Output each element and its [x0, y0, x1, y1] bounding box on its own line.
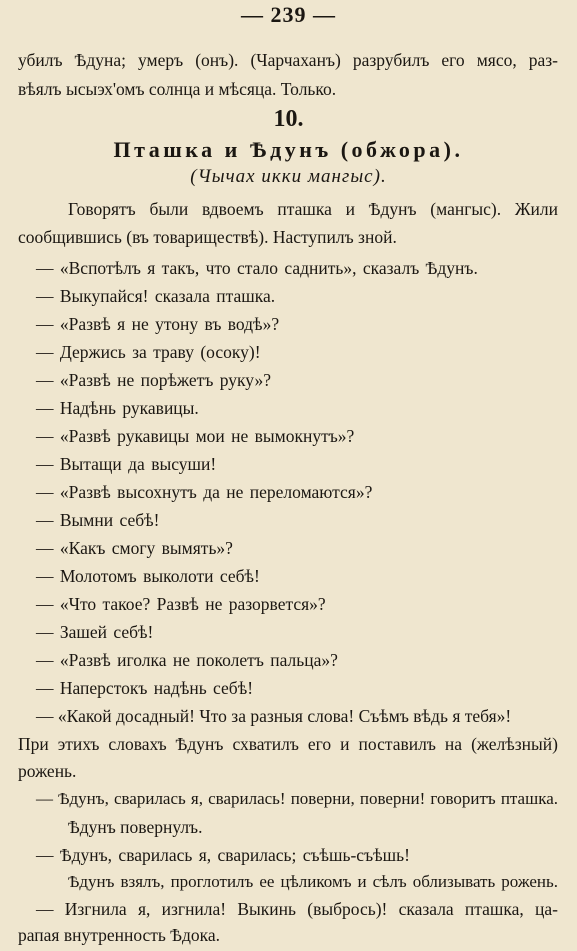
dialog-line: — Вытащи да высуши! — [36, 454, 217, 474]
text-line-2: вѣялъ ысыэх'омъ солнца и мѣсяца. Только. — [18, 79, 337, 99]
dialog-line: — «Развѣ не порѣжетъ руку»? — [36, 370, 271, 390]
dialog-line: — Держись за траву (осоку)! — [36, 342, 261, 362]
narration-line: При этихъ словахъ Ѣдунъ схватилъ его и поставилъ на (желѣзный) — [18, 734, 558, 754]
narration-line: рапая внутренность Ѣдока. — [18, 925, 221, 945]
dialog-line: — Вымни себѣ! — [36, 510, 160, 530]
story-number: 10. — [273, 106, 304, 132]
dialog-line: — Ѣдунъ, сварилась я, сварилась; съѣшь-съѣшь! — [36, 845, 410, 865]
narration-line: Ѣдунъ взялъ, проглотилъ ее цѣликомъ и сѣлъ облизывать рожень. — [68, 872, 558, 891]
paragraph-line-2: сообщившись (въ товариществѣ). Наступилъ зной. — [18, 227, 397, 247]
dialog-line: — Ѣдунъ, сварилась я, сварилась! поверни, поверни! говоритъ пташка. — [36, 789, 558, 808]
story-title: Пташка и Ѣдунъ (обжора). — [113, 137, 464, 162]
dialog-line: — «Какой досадный! Что за разныя слова! Съѣмъ вѣдь я тебя»! — [36, 706, 512, 726]
dialog-line: — «Развѣ высохнутъ да не переломаются»? — [36, 482, 373, 502]
narration-line: Ѣдунъ повернулъ. — [68, 817, 203, 837]
dialog-line: — «Развѣ я не утону въ водѣ»? — [36, 314, 280, 334]
dialog-line: — Наперстокъ надѣнь себѣ! — [36, 678, 254, 698]
dialog-line: — «Что такое? Развѣ не разорвется»? — [36, 594, 326, 614]
narration-line: рожень. — [18, 761, 77, 781]
dialog-line: — «Какъ смогу вымять»? — [36, 538, 233, 558]
dialog-line: — «Вспотѣлъ я такъ, что стало саднить», сказалъ Ѣдунъ. — [36, 258, 478, 278]
dialog-line: — «Развѣ иголка не поколетъ пальца»? — [36, 650, 338, 670]
dialog-line: — Изгнила я, изгнила! Выкинь (выбрось)! сказала пташка, ца- — [36, 899, 558, 919]
dialog-line: — Молотомъ выколоти себѣ! — [36, 566, 260, 586]
dialog-line: — «Развѣ рукавицы мои не вымокнутъ»? — [36, 426, 355, 446]
page-number: — 239 — — [241, 2, 336, 27]
dialog-line: — Выкупайся! сказала пташка. — [36, 286, 276, 306]
paragraph-line-1: Говорятъ были вдвоемъ пташка и Ѣдунъ (мангыс). Жили — [68, 199, 558, 219]
story-subtitle: (Чычах икки мангыс). — [190, 166, 387, 187]
dialog-line: — Зашей себѣ! — [36, 622, 154, 642]
dialog-line: — Надѣнь рукавицы. — [36, 398, 199, 418]
text-line-1: убилъ Ѣдуна; умеръ (онъ). (Чарчаханъ) разрубилъ его мясо, раз- — [18, 50, 558, 70]
